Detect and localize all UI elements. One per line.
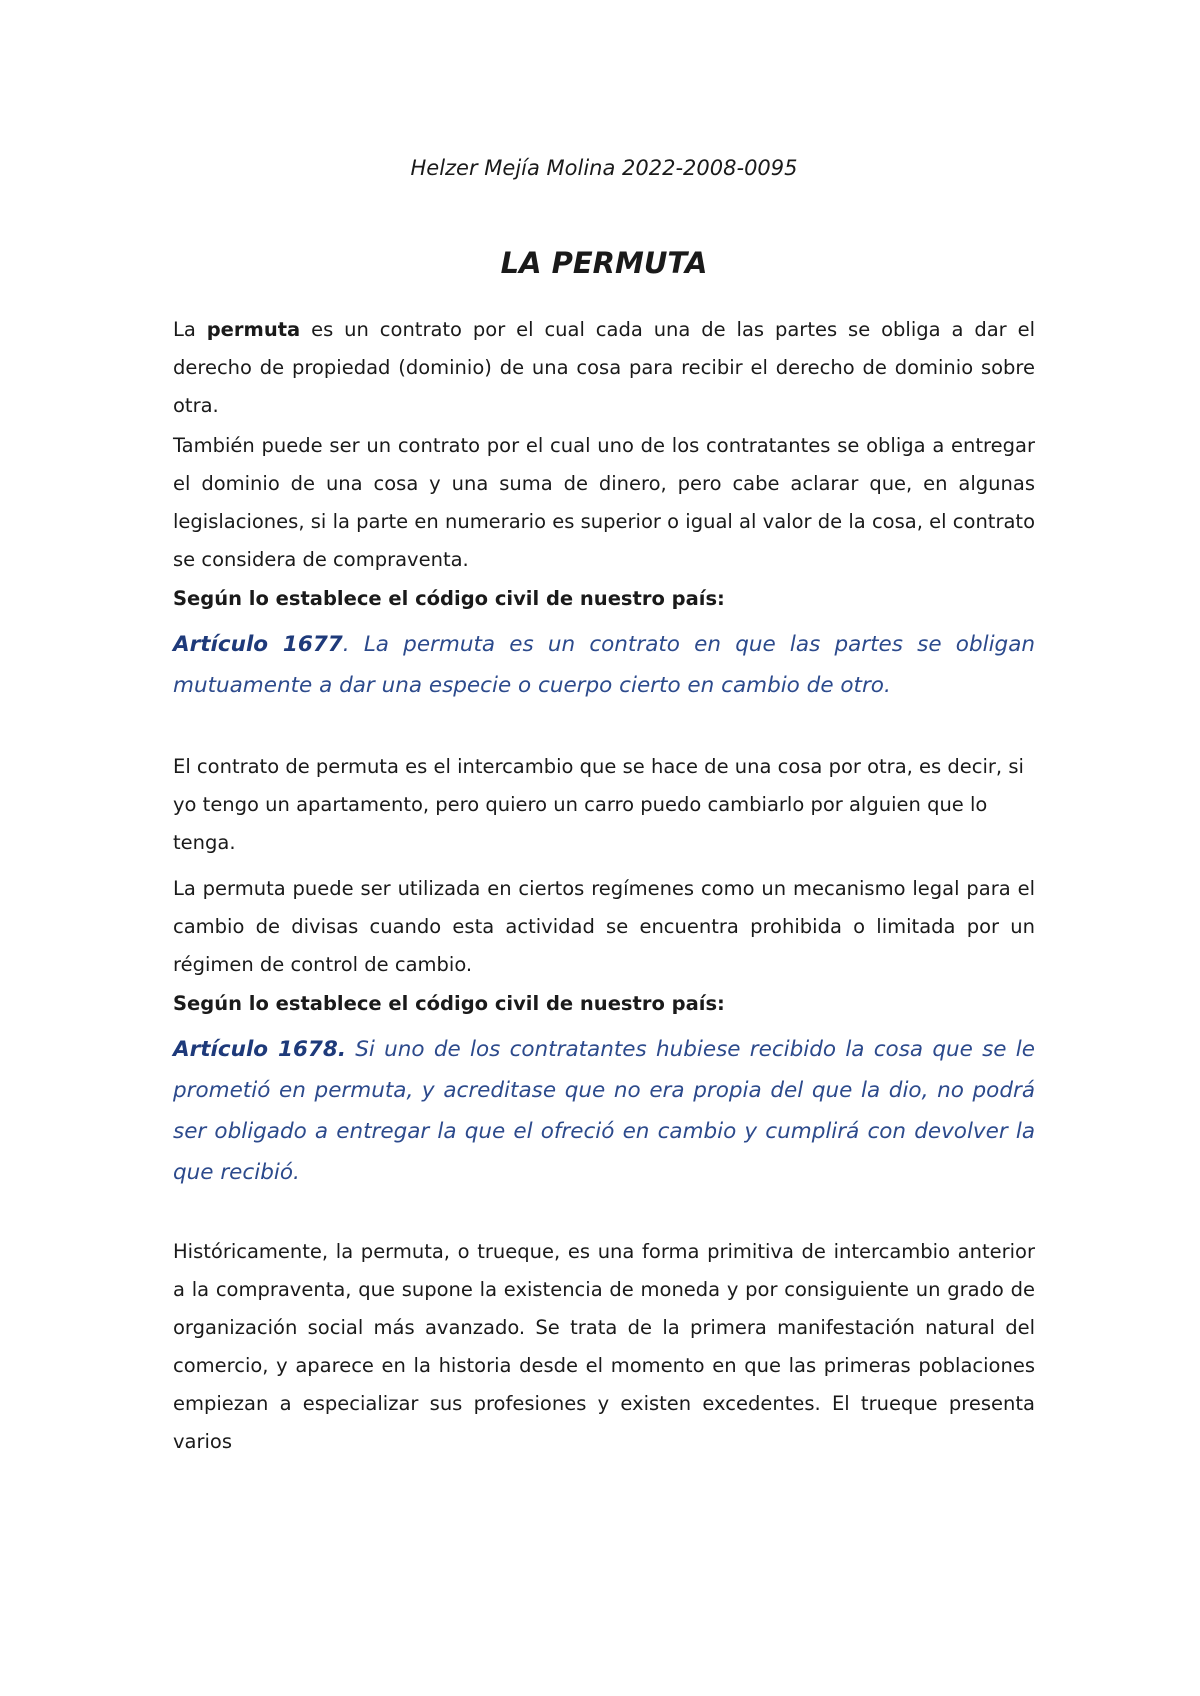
article-1677-label: Artículo 1677	[173, 632, 343, 657]
paragraph-currency-exchange: La permuta puede ser utilizada en ciertos regímenes como un mecanismo legal para el cambio de divisas cuando esta actividad se encuentra prohibida o limitada por un régimen de control de cambio.	[173, 877, 1035, 976]
paragraph-rest: es un contrato por el cual cada una de las partes se obliga a dar el derecho de propiedad (dominio) de una cosa para recibir el derecho de dominio sobre otra.	[173, 318, 1035, 417]
article-1678-text: Si uno de los contratantes hubiese recibido la cosa que se le prometió en permuta, y acreditase que no era propia del que la dio, no podrá ser obligado a entregar la que el ofreció en cambio y cumplirá con devolver la que recibió.	[173, 1037, 1036, 1185]
paragraph-definition	[173, 311, 1035, 425]
document-title: LA PERMUTA	[500, 246, 708, 280]
article-1677-text: . La permuta es un contrato en que las partes se obligan mutuamente a dar una especie o cuerpo cierto en cambio de otro.	[173, 632, 1036, 698]
article-1677	[173, 624, 1035, 706]
document-page	[173, 0, 1035, 1696]
paragraph-history: Históricamente, la permuta, o trueque, es una forma primitiva de intercambio anterior a la compraventa, que supone la existencia de moneda y por consiguiente un grado de organización social más avanzado. Se trata de la primera manifestación natural del comercio, y aparece en la historia desde el momento en que las primeras poblaciones empiezan a especializar sus profesiones y existen excedentes. El trueque presenta varios	[173, 1240, 1035, 1453]
paragraph-exchange-example: El contrato de permuta es el intercambio que se hace de una cosa por otra, es decir, si yo tengo un apartamento, pero quiero un carro puedo cambiarlo por alguien que lo tenga.	[173, 755, 1024, 854]
paragraph-alternative: También puede ser un contrato por el cual uno de los contratantes se obliga a entregar el dominio de una cosa y una suma de dinero, pero cabe aclarar que, en algunas legislaciones, si la parte en numerario es superior o igual al valor de la cosa, el contrato se considera de compraventa.	[173, 434, 1035, 571]
author-line: Helzer Mejía Molina 2022-2008-0095	[410, 156, 798, 180]
section-heading-1: Según lo establece el código civil de nuestro país:	[173, 587, 725, 610]
term-permuta: permuta	[206, 318, 301, 341]
article-1678-label: Artículo 1678.	[173, 1037, 347, 1062]
paragraph-prefix: La	[173, 318, 207, 341]
article-1678	[173, 1029, 1035, 1193]
section-heading-2: Según lo establece el código civil de nuestro país:	[173, 992, 725, 1015]
